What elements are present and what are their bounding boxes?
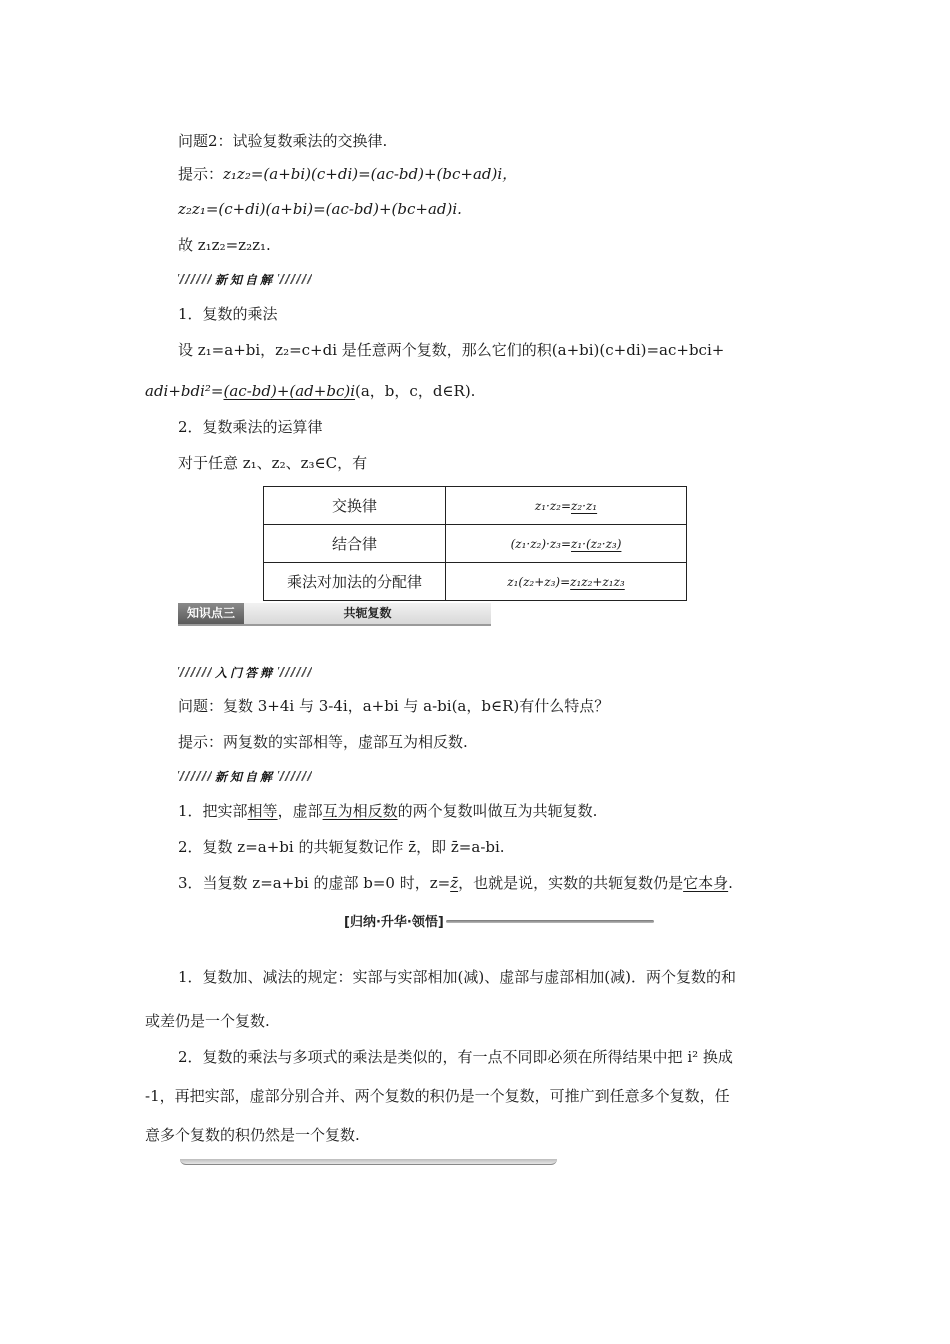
question-2-conclusion: 故 z₁z₂=z₂z₁.	[178, 236, 271, 254]
summary-paragraph-2-line-1: 2．复数的乘法与多项式的乘法是类似的，有一点不同即必须在所得结果中把 i² 换成	[178, 1048, 733, 1066]
hatch-decoration	[178, 771, 212, 781]
summary-rule	[446, 920, 654, 923]
marker-label: 入门答辩	[215, 665, 276, 680]
summary-paragraph-2-line-2: -1，再把实部，虚部分别合并、两个复数的积仍是一个复数，可推广到任意多个复数，任	[145, 1087, 730, 1105]
fill-blank: z̄	[450, 874, 459, 892]
law-expression: z₁·z₂=z₂·z₁	[446, 487, 687, 525]
summary-paragraph-2-line-3: 意多个复数的积仍然是一个复数.	[145, 1126, 360, 1144]
hatch-decoration	[278, 274, 312, 284]
table-row	[264, 563, 687, 601]
multiplication-definition-line-1: 设 z₁=a+bi，z₂=c+di 是任意两个复数，那么它们的积(a+bi)(c+di)=ac+bci+	[178, 341, 725, 359]
summary-title: [归纳·升华·领悟]	[344, 914, 444, 930]
conjugate-definition-1: 1．把实部相等，虚部互为相反数的两个复数叫做互为共轭复数.	[178, 802, 598, 820]
summary-header	[344, 910, 654, 930]
hatch-decoration	[178, 274, 212, 284]
conjugate-question: 问题：复数 3+4i 与 3-4i，a+bi 与 a-bi(a，b∈R)有什么特点？	[178, 697, 610, 715]
conjugate-definition-3: 3．当复数 z=a+bi 的虚部 b=0 时，z=z̄，也就是说，实数的共轭复数仍是它本身.	[178, 874, 733, 892]
knowledge-point-3-bar	[178, 603, 491, 626]
fill-blank: 它本身	[683, 874, 729, 892]
fill-blank: z₁z₂+z₁z₃	[570, 574, 625, 589]
law-name: 结合律	[264, 525, 446, 563]
table-row	[264, 487, 687, 525]
question-2-hint-line-2: z₂z₁=(c+di)(a+bi)=(ac-bd)+(bc+ad)i.	[178, 200, 462, 218]
hatch-decoration	[278, 667, 312, 677]
hatch-decoration	[178, 667, 212, 677]
section-marker-new-knowledge	[178, 270, 312, 288]
laws-intro: 对于任意 z₁、z₂、z₃∈C，有	[178, 454, 368, 472]
conjugate-hint: 提示：两复数的实部相等，虚部互为相反数.	[178, 733, 468, 751]
formula-suffix: (a，b，c，d∈R).	[355, 382, 476, 400]
laws-heading: 2．复数乘法的运算律	[178, 418, 323, 436]
bottom-rule	[180, 1159, 557, 1165]
marker-label: 新知自解	[215, 769, 276, 784]
hatch-decoration	[278, 771, 312, 781]
marker-label: 新知自解	[215, 272, 276, 287]
knowledge-point-title: 共轭复数	[343, 606, 392, 620]
table-row	[264, 525, 687, 563]
fill-blank: 相等	[247, 802, 278, 820]
law-expression: (z₁·z₂)·z₃=z₁·(z₂·z₃)	[446, 525, 687, 563]
law-name: 乘法对加法的分配律	[264, 563, 446, 601]
hint-label: 提示：	[178, 165, 224, 183]
fill-blank-product: (ac-bd)+(ad+bc)i	[223, 382, 356, 400]
fill-blank: 互为相反数	[322, 802, 398, 820]
multiplication-laws-table	[263, 486, 687, 601]
fill-blank: z₁·(z₂·z₃)	[571, 536, 622, 551]
hint-formula-1: z₁z₂=(a+bi)(c+di)=(ac-bd)+(bc+ad)i，	[223, 165, 518, 183]
summary-paragraph-1-line-2: 或差仍是一个复数.	[145, 1012, 270, 1030]
question-2-hint-line-1	[178, 164, 517, 184]
summary-paragraph-1-line-1: 1．复数加、减法的规定：实部与实部相加(减)、虚部与虚部相加(减)．两个复数的和	[178, 968, 736, 986]
section-marker-intro-answer	[178, 663, 312, 681]
question-2-title: 问题2：试验复数乘法的交换律.	[178, 132, 388, 150]
section-marker-new-knowledge	[178, 767, 312, 785]
formula-prefix: adi+bdi²=	[145, 382, 224, 400]
multiplication-definition-line-2	[145, 381, 475, 401]
conjugate-definition-2: 2．复数 z=a+bi 的共轭复数记作 z̄，即 z̄=a-bi.	[178, 838, 505, 856]
law-expression: z₁(z₂+z₃)=z₁z₂+z₁z₃	[446, 563, 687, 601]
multiplication-heading: 1．复数的乘法	[178, 305, 278, 323]
law-name: 交换律	[264, 487, 446, 525]
knowledge-point-tag: 知识点三	[178, 603, 244, 624]
fill-blank: z₂·z₁	[571, 498, 598, 513]
